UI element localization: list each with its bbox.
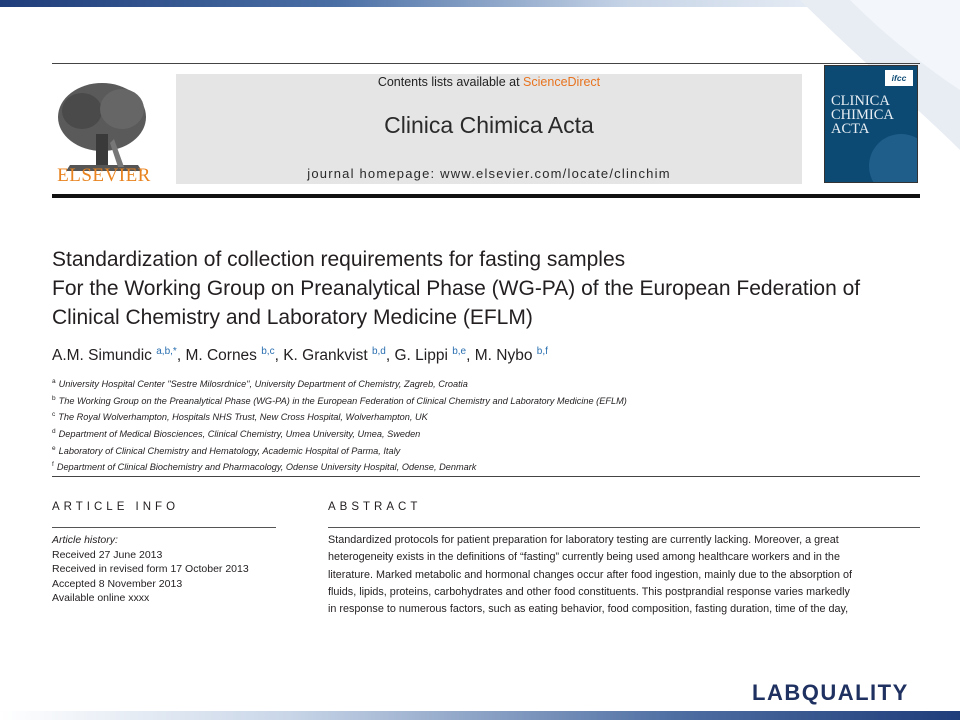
cover-title-line: ACTA bbox=[831, 121, 870, 137]
affiliation-key: f bbox=[52, 461, 54, 469]
abstract-heading: ABSTRACT bbox=[328, 501, 422, 513]
affiliation bbox=[52, 425, 932, 442]
sciencedirect-link[interactable]: ScienceDirect bbox=[523, 75, 601, 89]
history-label: Article history: bbox=[52, 534, 118, 546]
journal-name: Clinica Chimica Acta bbox=[384, 112, 594, 138]
abstract-body bbox=[328, 532, 920, 618]
title-line: For the Working Group on Preanalytical Phase (WG-PA) of the European Federation of bbox=[52, 277, 861, 300]
contents-prefix: Contents lists available at bbox=[377, 75, 520, 89]
affiliation-text: Department of Medical Biosciences, Clinical Chemistry, Umea University, Umea, Sweden bbox=[58, 429, 421, 440]
affiliation-text: The Royal Wolverhampton, Hospitals NHS Trust, New Cross Hospital, Wolverhampton, UK bbox=[58, 412, 428, 423]
affiliation-text: Department of Clinical Biochemistry and Pharmacology, Odense University Hospital, Odense, Denmark bbox=[56, 462, 477, 473]
section-separator bbox=[52, 476, 920, 477]
ifcc-badge: ifcc bbox=[885, 70, 913, 86]
affiliation-key: d bbox=[52, 427, 56, 435]
cover-title bbox=[831, 94, 894, 136]
affiliation-key: b bbox=[52, 394, 56, 402]
header-bottom-rule bbox=[52, 194, 920, 198]
homepage-label: journal homepage: bbox=[307, 166, 436, 181]
abstract-rule bbox=[328, 527, 920, 528]
affiliation-text: The Working Group on the Preanalytical Phase (WG-PA) in the European Federation of Clinical Chemistry and Laboratory Medicine (EFLM) bbox=[58, 395, 627, 406]
abstract-line: in response to numerous factors, such as eating behavior, food composition, fasting duration, time of the day, bbox=[328, 603, 849, 616]
history-entry: Accepted 8 November 2013 bbox=[52, 577, 183, 590]
article-info-heading: ARTICLE INFO bbox=[52, 501, 180, 513]
cover-decoration bbox=[869, 134, 918, 183]
author-name: M. Cornes bbox=[185, 347, 257, 365]
journal-homepage bbox=[176, 166, 802, 181]
labquality-logo: LABQUALITY bbox=[752, 680, 909, 705]
affiliation-text: University Hospital Center "Sestre Milosrdnice", University Department of Chemistry, Zagreb, Croatia bbox=[58, 379, 468, 390]
abstract-line: fluids, lipids, proteins, carbohydrates and other food constituents. This postprandial response varies markedly bbox=[328, 585, 850, 598]
affiliation-key: c bbox=[52, 411, 56, 419]
article-history bbox=[52, 533, 282, 606]
history-entry: Received 27 June 2013 bbox=[52, 548, 163, 561]
author-affil-mark[interactable]: b,d bbox=[371, 346, 386, 357]
affiliation bbox=[52, 442, 932, 459]
author-name: M. Nybo bbox=[474, 347, 533, 365]
abstract-line: literature. Marked metabolic and hormonal changes occur after food ingestion, mainly due to the absorption of bbox=[328, 568, 852, 581]
affiliation bbox=[52, 375, 932, 392]
bottom-accent-bar bbox=[0, 711, 960, 720]
author-affil-mark[interactable]: b,e bbox=[452, 346, 467, 357]
affiliation-key: a bbox=[52, 378, 56, 385]
affiliation bbox=[52, 408, 932, 425]
title-line: Standardization of collection requirements for fasting samples bbox=[52, 248, 626, 271]
homepage-url[interactable]: www.elsevier.com/locate/clinchim bbox=[440, 166, 671, 181]
author-affil-mark[interactable]: b,c bbox=[261, 346, 275, 357]
affiliation-key: e bbox=[52, 444, 56, 452]
author-list: A.M. Simundic $^{a,b,*}$, M. Cornes $^{b,c}$, K. Grankvist $^{b,d}$, G. Lippi $^{b,e}$, M. Nybo $^{b,f}$ bbox=[52, 346, 548, 365]
affiliation bbox=[52, 458, 932, 475]
affiliation-text: Laboratory of Clinical Chemistry and Hematology, Academic Hospital of Parma, Italy bbox=[58, 445, 401, 456]
journal-cover bbox=[824, 65, 918, 183]
affiliation bbox=[52, 392, 932, 409]
elsevier-wordmark: ELSEVIER bbox=[57, 165, 151, 186]
author-name: A.M. Simundic bbox=[52, 347, 152, 365]
author-affil-mark[interactable]: b,f bbox=[536, 346, 548, 357]
title-line: Clinical Chemistry and Laboratory Medicine (EFLM) bbox=[52, 306, 533, 329]
history-entry: Available online xxxx bbox=[52, 592, 150, 605]
header-top-rule bbox=[52, 63, 920, 64]
author-name: K. Grankvist bbox=[283, 347, 368, 365]
author-affil-mark[interactable]: a,b,* bbox=[156, 346, 177, 357]
cover-title-line: CLINICA bbox=[831, 93, 890, 109]
cover-title-line: CHIMICA bbox=[831, 107, 894, 123]
contents-line bbox=[176, 75, 802, 89]
history-entry: Received in revised form 17 October 2013 bbox=[52, 563, 249, 576]
affiliation-list bbox=[52, 375, 932, 475]
abstract-line: Standardized protocols for patient preparation for laboratory testing are currently lacking. Moreover, a great bbox=[328, 534, 839, 546]
paper-title bbox=[52, 245, 932, 332]
author-name: G. Lippi bbox=[394, 347, 448, 365]
abstract-line: heterogeneity exists in the definitions of “fasting” currently being used among healthcare workers and in the bbox=[328, 551, 840, 564]
article-info-rule bbox=[52, 527, 276, 528]
